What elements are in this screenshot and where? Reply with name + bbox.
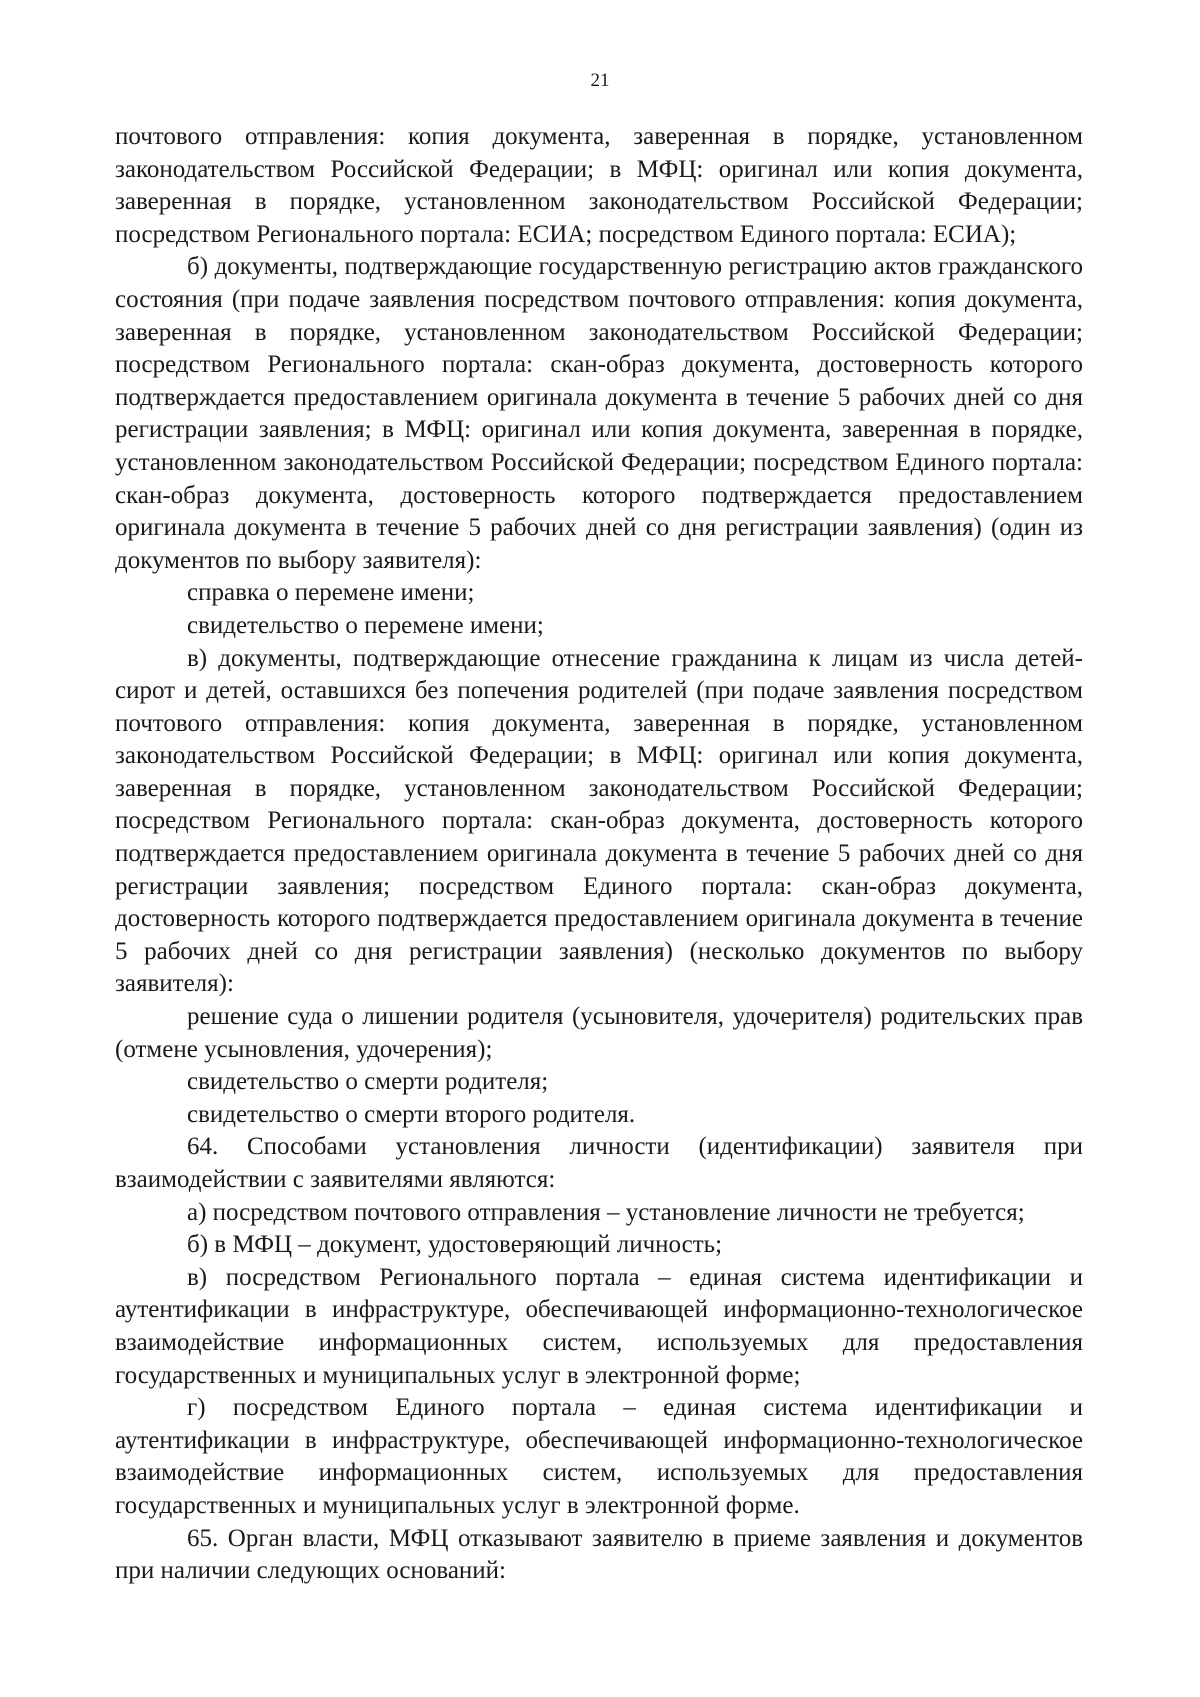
paragraph-64: 64. Способами установления личности (идентификации) заявителя при взаимодействии с заявителями являются: (115, 1133, 1083, 1193)
paragraph-continuation: почтового отправления: копия документа, заверенная в порядке, установленном законодательством Российской Федерации; в МФЦ: оригинал или копия документа, заверенная в порядке, установленном законодательством Российской Федерации; посредством Регионального портала: ЕСИА; посредством Единого портала: ЕСИА); (115, 123, 1083, 248)
list-item-name-change-testimony: свидетельство о перемене имени; (187, 611, 544, 639)
paragraph-item-b: б) документы, подтверждающие государственную регистрацию актов гражданского состояния (при подаче заявления посредством почтового отправления: копия документа, заверенная в порядке, установленном законодательством Российской Федерации; посредством Регионального портала: скан-образ документа, достоверность которого подтверждается предоставлением оригинала документа в течение 5 рабочих дней со дня регистрации заявления; в МФЦ: оригинал или копия документа, заверенная в порядке, установленном законодательством Российской Федерации; посредством Единого портала: скан-образ документа, достоверность которого подтверждается предоставлением оригинала документа в течение 5 рабочих дней со дня регистрации заявления) (один из документов по выбору заявителя): (115, 253, 1083, 574)
paragraph-64-v: в) посредством Регионального портала – единая система идентификации и аутентификации в инфраструктуре, обеспечивающей информационно-технологическое взаимодействие информационных систем, используемых для предоставления государственных и муниципальных услуг в электронной форме; (115, 1263, 1083, 1389)
paragraph-65: 65. Орган власти, МФЦ отказывают заявителю в приеме заявления и документов при наличии следующих оснований: (115, 1524, 1083, 1585)
list-item-second-death-certificate: свидетельство о смерти второго родителя. (187, 1100, 636, 1128)
document-body (115, 121, 1083, 1588)
page-number: 21 (590, 70, 610, 91)
paragraph-item-v: в) документы, подтверждающие отнесение гражданина к лицам из числа детей-сирот и детей, оставшихся без попечения родителей (при подаче заявления посредством почтового отправления: копия документа, заверенная в порядке, установленном законодательством Российской Федерации; в МФЦ: оригинал или копия документа, заверенная в порядке, установленном законодательством Российской Федерации; посредством Регионального портала: скан-образ документа, достоверность которого подтверждается предоставлением оригинала документа в течение 5 рабочих дней со дня регистрации заявления; посредством Единого портала: скан-образ документа, достоверность которого подтверждается предоставлением оригинала документа в течение 5 рабочих дней со дня регистрации заявления) (несколько документов по выбору заявителя): (115, 644, 1083, 998)
paragraph-64-g: г) посредством Единого портала – единая система идентификации и аутентификации в инфраструктуре, обеспечивающей информационно-технологическое взаимодействие информационных систем, используемых для предоставления государственных и муниципальных услуг в электронной форме. (115, 1394, 1083, 1519)
list-item-death-certificate: свидетельство о смерти родителя; (187, 1068, 549, 1096)
list-item-court-decision: решение суда о лишении родителя (усыновителя, удочерителя) родительских прав (отмене усыновления, удочерения); (115, 1003, 1083, 1063)
list-item-name-change-certificate: справка о перемене имени; (187, 579, 475, 607)
paragraph-64-b: б) в МФЦ – документ, удостоверяющий личность; (187, 1231, 723, 1259)
paragraph-64-a: а) посредством почтового отправления – установление личности не требуется; (187, 1198, 1025, 1226)
